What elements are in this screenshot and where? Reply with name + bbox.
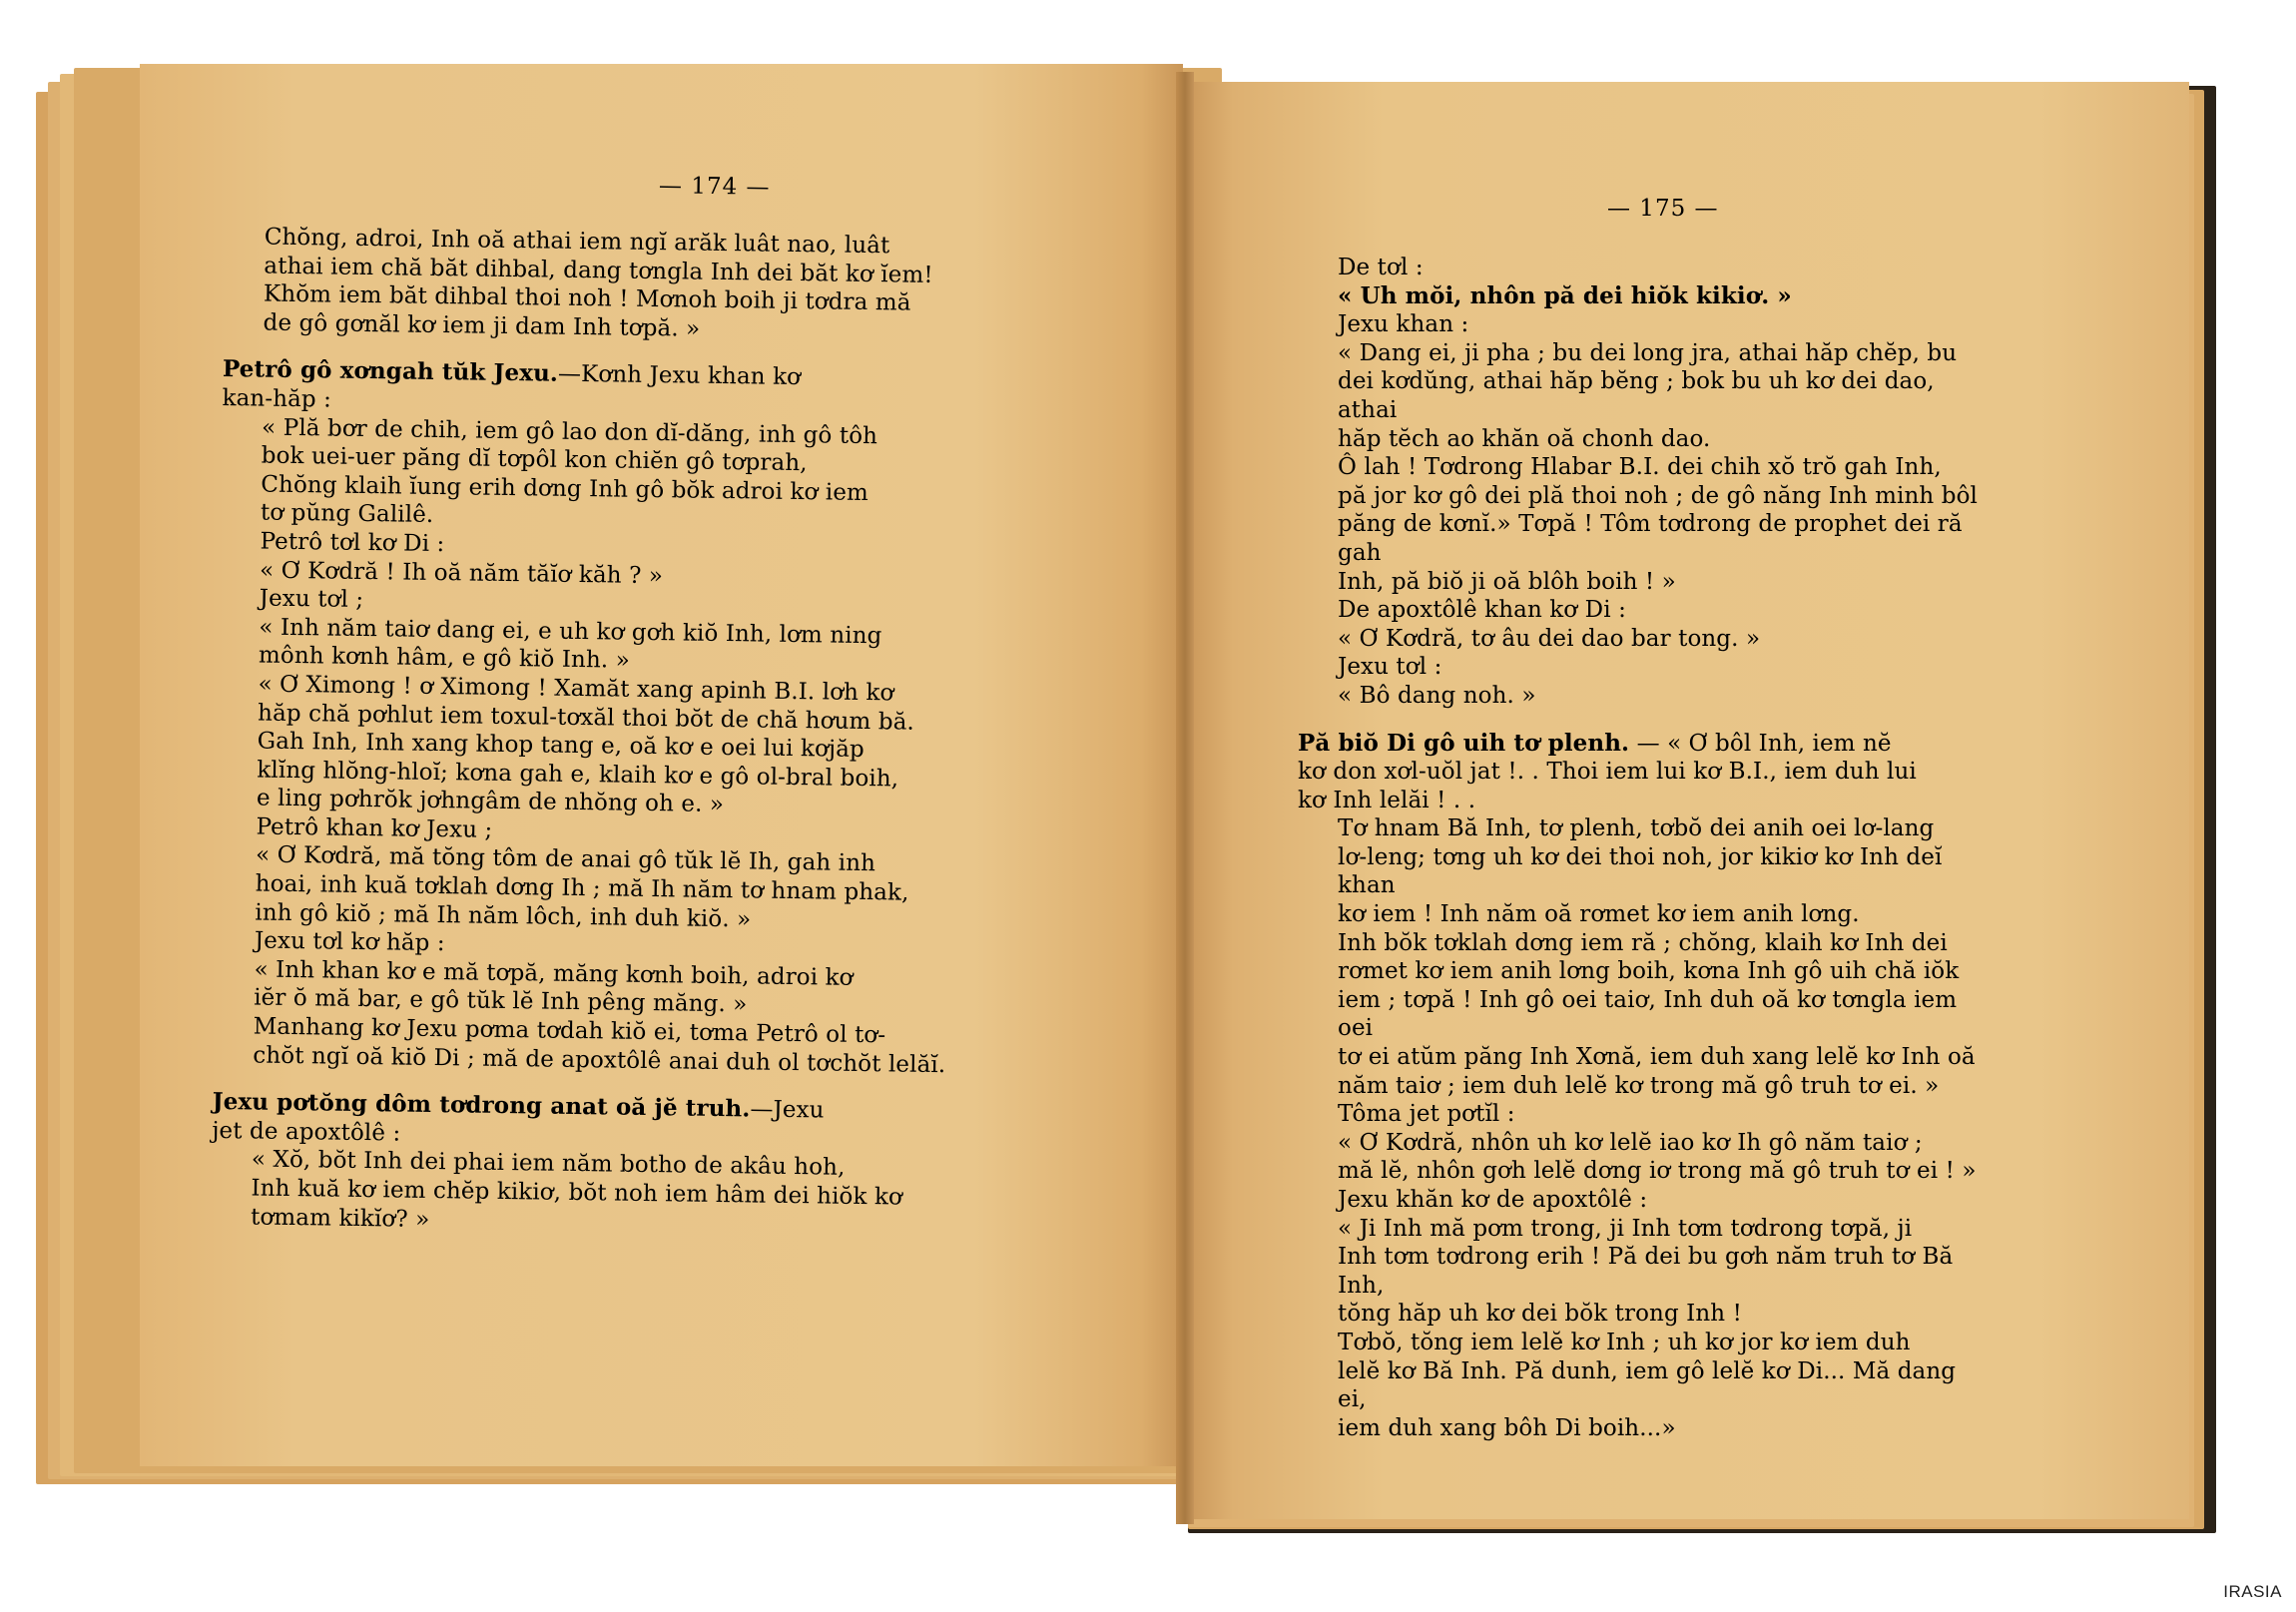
- paragraph-text: —Kơnh Jexu khan kơ kan-hăp :: [222, 361, 802, 413]
- paragraph: [215, 840, 1049, 937]
- paragraph-text: « Dang ei, ji pha ; bu dei long jra, athai hăp chĕp, bu dei kơdŭng, athai hăp bĕng ; bok bu uh kơ dei dao, athai hăp tĕch ao khăn oă chonh dao.: [1338, 339, 1958, 452]
- watermark: IRASIA: [2223, 1582, 2282, 1601]
- paragraph: [1298, 814, 1992, 928]
- paragraph-text: « Ji Inh mă pơm trong, ji Inh tơm tơdrong tơpă, ji Inh tơm tơdrong erih ! Pă dei bu gơh năm truh tơ Bă Inh, tŏng hăp uh kơ dei bŏk trong Inh !: [1338, 1215, 1954, 1328]
- paragraph-text: « Ơ Kơdră ! Ih oă năm tăĭơ kăh ? »: [259, 557, 664, 589]
- section-heading: Jexu pơtŏng dôm tơdrong anat oă jĕ truh.: [212, 1088, 751, 1123]
- paragraph: [1298, 1329, 1992, 1442]
- paragraph-text: « Ơ Ximong ! ơ Ximong ! Xamăt xang apinh B.I. lơh kơ hăp chă pơhlut iem toxul-tơxăl thoi bŏt de chă hơum bă.: [257, 671, 915, 736]
- book-gutter: [1176, 72, 1194, 1524]
- paragraph: [1298, 1100, 1992, 1129]
- paragraph: [1298, 653, 1992, 682]
- paragraph-text: « Plă bơr de chih, iem gô lao don dĭ-dăng, inh gô tôh bok uei-uer păng dĭ tơpôl kon chiĕn gô tơprah,: [261, 414, 878, 477]
- paragraph-text: —Jexu jet de apoxtôlê :: [212, 1096, 825, 1147]
- paragraph: [211, 1145, 1045, 1242]
- paragraph-text: « Ơ Kơdră, tơ âu dei dao bar tong. »: [1338, 625, 1761, 652]
- paragraph-text: De tơl :: [1338, 255, 1424, 280]
- paragraph-text: Chŏng klaih ĭung erih dơng Inh gô bŏk adroi kơ iem tơ pŭng Galilê.: [260, 471, 869, 529]
- paragraph-text: Jexu khan :: [1338, 311, 1469, 338]
- paragraph: [1298, 929, 1992, 1101]
- paragraph: [1298, 730, 1992, 815]
- paragraph-text: Petrô tơl kơ Di :: [260, 528, 445, 558]
- paragraph-text: Tơbŏ, tŏng iem lelĕ kơ Inh ; uh kơ jor kơ iem duh lelĕ kơ Bă Inh. Pă dunh, iem gô lelĕ kơ Di... Mă dang ei, iem duh xang bôh Di boih...»: [1338, 1329, 1957, 1441]
- paragraph-text: « Ơ Kơdră, nhôn uh kơ lelĕ iao kơ Ih gô năm taiơ ; mă lĕ, nhôn gơh lelĕ dơng iơ trong mă gô truh tơ ei ! »: [1338, 1129, 1977, 1185]
- paragraph: [1298, 596, 1992, 625]
- paragraph-text: Tôma jet pơtĭl :: [1338, 1101, 1515, 1128]
- paragraph-text: Jexu khăn kơ de apoxtôlê :: [1338, 1187, 1648, 1213]
- paragraph: [1298, 1215, 1992, 1329]
- paragraph: [213, 1012, 1047, 1081]
- paragraph: [1298, 1186, 1992, 1215]
- left-page-number: — 174 —: [658, 173, 771, 201]
- paragraph: [223, 223, 1058, 348]
- paragraph: [1298, 453, 1992, 596]
- right-page-text: [1298, 254, 1992, 1442]
- paragraph-text: Ô lah ! Tơdrong Hlabar B.I. dei chih xŏ trŏ gah Inh, pă jor kơ gô dei plă thoi noh ; de gô năng Inh minh bôl păng de kơnĭ.» Tơpă ! Tôm tơdrong de prophet dei ră gah Inh, pă biŏ ji oă blôh boih ! »: [1338, 454, 1978, 595]
- paragraph-text: « Uh mŏi, nhôn pă dei hiŏk kikiơ. »: [1338, 281, 1792, 309]
- paragraph-text: « Inh khan kơ e mă tơpă, măng kơnh boih, adroi kơ iĕr ŏ mă bar, e gô tŭk lĕ Inh pêng măng. »: [253, 956, 854, 1018]
- paragraph-text: Tơ hnam Bă Inh, tơ plenh, tơbŏ dei anih oei lơ-lang lơ-leng; tơng uh kơ dei thoi noh, jor kikiơ kơ Inh deĭ khan kơ iem ! Inh năm oă rơmet kơ iem anih lơng.: [1338, 815, 1943, 928]
- section-heading: Pă biŏ Di gô uih tơ plenh.: [1298, 729, 1630, 757]
- paragraph-text: Inh bŏk tơklah dơng iem ră ; chŏng, klaih kơ Inh dei rơmet kơ iem anih lơng boih, kơna Inh gô uih chă iŏk iem ; tơpă ! Inh gô oei taiơ, Inh duh oă kơ tơngla iem oei tơ ei atŭm păng Inh Xơnă, iem duh xang lelĕ kơ Inh oă năm taiơ ; iem duh lelĕ kơ trong mă gô truh tơ ei. »: [1338, 929, 1976, 1099]
- paragraph: [217, 727, 1051, 823]
- paragraph-text: Chŏng, adroi, Inh oă athai iem ngĭ arăk luât nao, luât athai iem chă băt dihbal, dang tơngla Inh dei băt kơ ĭem! Khŏm iem băt dihbal thoi noh ! Mơnoh boih ji tơdra mă de gô gơnăl kơ iem ji dam Inh tơpă. »: [263, 224, 933, 342]
- paragraph-text: Gah Inh, Inh xang khop tang e, oă kơ e oei lui kơjăp klĭng hlŏng-hloĭ; kơna gah e, klaih kơ e gô ol-bral boih, e ling pơhrŏk jơhngâm de nhŏng oh e. »: [256, 728, 899, 818]
- paragraph: [1298, 339, 1992, 453]
- right-page-number: — 175 —: [1607, 196, 1719, 222]
- paragraph-text: « Bô dang noh. »: [1338, 682, 1536, 709]
- paragraph-text: « Inh năm taiơ dang ei, e uh kơ gơh kiŏ Inh, lơm ning mônh kơnh hâm, e gô kiŏ Inh. »: [258, 614, 882, 675]
- section-heading: Petrô gô xơngah tŭk Jexu.: [222, 355, 559, 388]
- paragraph-text: Jexu tơl kơ hăp :: [254, 927, 445, 957]
- paragraph: [1298, 282, 1992, 311]
- paragraph-text: Jexu tơl :: [1338, 654, 1442, 681]
- paragraph: [1298, 254, 1992, 282]
- paragraph-text: « Ơ Kơdră, mă tŏng tôm de anai gô tŭk lĕ Ih, gah inh hoai, inh kuă tơklah dơng Ih ; mă Ih năm tơ hnam phak, inh gô kiŏ ; mă Ih năm lôch, inh duh kiŏ. »: [255, 841, 909, 933]
- paragraph-text: — « Ơ bôl Inh, iem nĕ kơ don xơl-uŏl jat !. . Thoi iem lui kơ B.I., iem duh lui kơ Inh lelăi ! . .: [1298, 730, 1917, 813]
- paragraph-text: Jexu tơl ;: [259, 585, 364, 614]
- paragraph: [1298, 1129, 1992, 1186]
- left-page-text: [211, 223, 1058, 1243]
- paragraph-text: De apoxtôlê khan kơ Di :: [1338, 597, 1626, 624]
- paragraph-text: Manhang kơ Jexu pơma tơdah kiŏ ei, tơma Petrô ol tơ- chŏt ngĭ oă kiŏ Di ; mă de apoxtôlê anai duh ol tơchŏt lelăĭ.: [253, 1013, 946, 1078]
- paragraph: [1298, 625, 1992, 654]
- paragraph: [1298, 682, 1992, 711]
- paragraph: [1298, 310, 1992, 339]
- paragraph-text: « Xŏ, bŏt Inh dei phai iem năm botho de akâu hoh, Inh kuă kơ iem chĕp kikiơ, bŏt noh iem hâm dei hiŏk kơ tơmam kikĭơ? »: [250, 1146, 903, 1233]
- paragraph-text: Petrô khan kơ Jexu ;: [256, 813, 493, 843]
